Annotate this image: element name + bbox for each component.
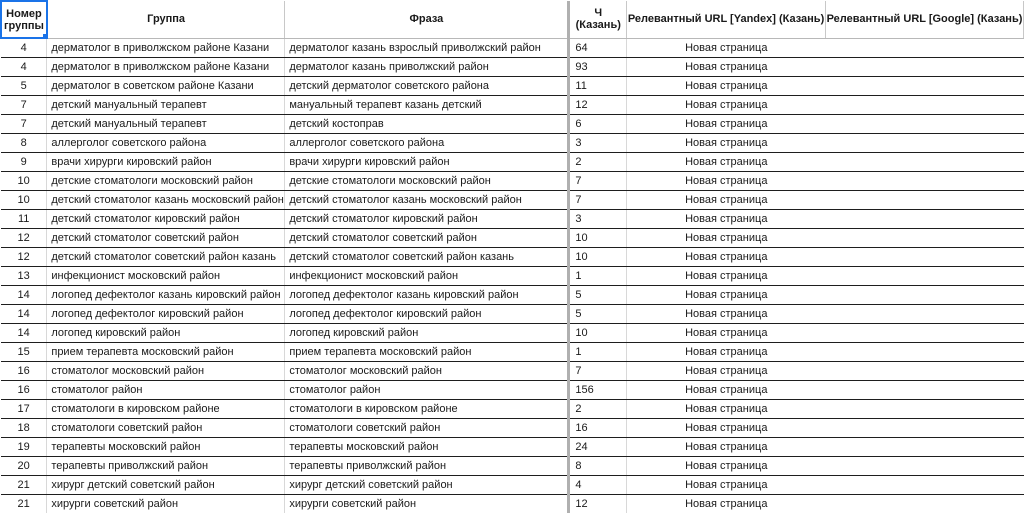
cell-frequency[interactable]: 10 — [569, 324, 627, 343]
cell-url-yandex[interactable]: Новая страница — [627, 77, 826, 96]
cell-url-google[interactable] — [826, 172, 1024, 191]
cell-phrase[interactable]: инфекционист московский район — [285, 267, 569, 286]
cell-frequency[interactable]: 2 — [569, 400, 627, 419]
table-row — [1, 229, 1024, 248]
cell-phrase[interactable]: мануальный терапевт казань детский — [285, 96, 569, 115]
table-row — [1, 457, 1024, 476]
cell-phrase[interactable]: детские стоматологи московский район — [285, 172, 569, 191]
cell-group[interactable]: терапевты приволжский район — [47, 457, 285, 476]
cell-group-number[interactable]: 14 — [1, 286, 47, 305]
table-row — [1, 115, 1024, 134]
cell-group-number[interactable]: 10 — [1, 191, 47, 210]
cell-group[interactable]: стоматолог район — [47, 381, 285, 400]
table-row — [1, 267, 1024, 286]
cell-group[interactable]: прием терапевта московский район — [47, 343, 285, 362]
cell-frequency[interactable]: 1 — [569, 343, 627, 362]
cell-group[interactable]: инфекционист московский район — [47, 267, 285, 286]
cell-url-google[interactable] — [826, 115, 1024, 134]
header-group-number[interactable] — [1, 1, 47, 38]
cell-url-yandex[interactable]: Новая страница — [627, 229, 826, 248]
cell-group[interactable]: детский стоматолог советский район казань — [47, 248, 285, 267]
cell-group-number[interactable]: 12 — [1, 248, 47, 267]
cell-frequency[interactable]: 4 — [569, 476, 627, 495]
cell-group[interactable]: детский стоматолог казань московский район — [47, 191, 285, 210]
cell-url-google[interactable] — [826, 362, 1024, 381]
cell-group-number[interactable]: 21 — [1, 476, 47, 495]
cell-phrase[interactable]: дерматолог казань приволжский район — [285, 58, 569, 77]
cell-group[interactable]: детский стоматолог кировский район — [47, 210, 285, 229]
cell-frequency[interactable]: 8 — [569, 457, 627, 476]
cell-group[interactable]: стоматологи советский район — [47, 419, 285, 438]
cell-url-google[interactable] — [826, 153, 1024, 172]
table-row — [1, 38, 1024, 58]
cell-group[interactable]: терапевты московский район — [47, 438, 285, 457]
cell-group[interactable]: логопед дефектолог кировский район — [47, 305, 285, 324]
cell-group[interactable]: дерматолог в приволжском районе Казани — [47, 38, 285, 58]
table-row — [1, 438, 1024, 457]
cell-url-google[interactable] — [826, 381, 1024, 400]
header-frequency-line1: Ч — [594, 7, 603, 20]
cell-url-yandex[interactable]: Новая страница — [627, 476, 826, 495]
cell-url-google[interactable] — [826, 419, 1024, 438]
cell-phrase[interactable]: логопед дефектолог казань кировский район — [285, 286, 569, 305]
table-row — [1, 495, 1024, 514]
header-url-google[interactable]: Релевантный URL [Google] (Казань) — [826, 1, 1024, 38]
cell-url-google[interactable] — [826, 457, 1024, 476]
header-row — [1, 1, 1024, 38]
cell-url-google[interactable] — [826, 96, 1024, 115]
cell-url-google[interactable] — [826, 248, 1024, 267]
cell-phrase[interactable]: дерматолог казань взрослый приволжский район — [285, 38, 569, 58]
cell-url-yandex[interactable]: Новая страница — [627, 438, 826, 457]
cell-group-number[interactable]: 17 — [1, 400, 47, 419]
cell-url-yandex[interactable]: Новая страница — [627, 381, 826, 400]
cell-phrase[interactable]: хирурги советский район — [285, 495, 569, 514]
cell-group-number[interactable]: 7 — [1, 115, 47, 134]
cell-frequency[interactable]: 6 — [569, 115, 627, 134]
cell-frequency[interactable]: 16 — [569, 419, 627, 438]
cell-url-google[interactable] — [826, 210, 1024, 229]
cell-url-yandex[interactable]: Новая страница — [627, 324, 826, 343]
cell-phrase[interactable]: детский стоматолог советский район — [285, 229, 569, 248]
cell-group-number[interactable]: 12 — [1, 229, 47, 248]
cell-group-number[interactable]: 14 — [1, 324, 47, 343]
table-row — [1, 324, 1024, 343]
cell-url-google[interactable] — [826, 305, 1024, 324]
header-url-yandex[interactable]: Релевантный URL [Yandex] (Казань) — [627, 1, 826, 38]
cell-phrase[interactable]: стоматологи в кировском районе — [285, 400, 569, 419]
cell-frequency[interactable]: 7 — [569, 362, 627, 381]
cell-url-yandex[interactable]: Новая страница — [627, 457, 826, 476]
cell-phrase[interactable]: аллерголог советского района — [285, 134, 569, 153]
cell-group-number[interactable]: 11 — [1, 210, 47, 229]
header-group-number-line2: группы — [3, 19, 44, 32]
cell-frequency[interactable]: 12 — [569, 96, 627, 115]
cell-group-number[interactable]: 21 — [1, 495, 47, 514]
cell-group-number[interactable]: 9 — [1, 153, 47, 172]
cell-url-google[interactable] — [826, 476, 1024, 495]
table-row — [1, 248, 1024, 267]
cell-phrase[interactable]: детский дерматолог советского района — [285, 77, 569, 96]
table-row — [1, 343, 1024, 362]
cell-frequency[interactable]: 10 — [569, 229, 627, 248]
table-row — [1, 476, 1024, 495]
cell-phrase[interactable]: врачи хирурги кировский район — [285, 153, 569, 172]
cell-phrase[interactable]: прием терапевта московский район — [285, 343, 569, 362]
cell-group-number[interactable]: 16 — [1, 362, 47, 381]
cell-url-google[interactable] — [826, 191, 1024, 210]
cell-group[interactable]: детский стоматолог советский район — [47, 229, 285, 248]
table-row — [1, 400, 1024, 419]
cell-group-number[interactable]: 4 — [1, 58, 47, 77]
cell-url-yandex[interactable]: Новая страница — [627, 134, 826, 153]
cell-url-yandex[interactable]: Новая страница — [627, 38, 826, 58]
cell-url-yandex[interactable]: Новая страница — [627, 362, 826, 381]
cell-url-yandex[interactable]: Новая страница — [627, 343, 826, 362]
cell-url-google[interactable] — [826, 58, 1024, 77]
cell-group-number[interactable]: 10 — [1, 172, 47, 191]
cell-url-yandex[interactable]: Новая страница — [627, 210, 826, 229]
cell-group[interactable]: аллерголог советского района — [47, 134, 285, 153]
cell-url-google[interactable] — [826, 324, 1024, 343]
table-row — [1, 210, 1024, 229]
cell-phrase[interactable]: детский стоматолог кировский район — [285, 210, 569, 229]
cell-url-google[interactable] — [826, 267, 1024, 286]
cell-group-number[interactable]: 4 — [1, 38, 47, 58]
cell-url-yandex[interactable]: Новая страница — [627, 172, 826, 191]
cell-group[interactable]: хирурги советский район — [47, 495, 285, 514]
cell-group[interactable]: логопед кировский район — [47, 324, 285, 343]
cell-group[interactable]: дерматолог в советском районе Казани — [47, 77, 285, 96]
cell-group-number[interactable]: 15 — [1, 343, 47, 362]
cell-frequency[interactable]: 7 — [569, 191, 627, 210]
cell-group-number[interactable]: 16 — [1, 381, 47, 400]
cell-frequency[interactable]: 1 — [569, 267, 627, 286]
cell-frequency[interactable]: 5 — [569, 286, 627, 305]
cell-frequency[interactable]: 11 — [569, 77, 627, 96]
cell-frequency[interactable]: 2 — [569, 153, 627, 172]
cell-group[interactable]: хирург детский советский район — [47, 476, 285, 495]
cell-phrase[interactable]: логопед кировский район — [285, 324, 569, 343]
cell-url-yandex[interactable]: Новая страница — [627, 305, 826, 324]
cell-url-yandex[interactable]: Новая страница — [627, 191, 826, 210]
cell-group-number[interactable]: 14 — [1, 305, 47, 324]
cell-frequency[interactable]: 24 — [569, 438, 627, 457]
cell-frequency[interactable]: 3 — [569, 210, 627, 229]
header-group[interactable]: Группа — [47, 1, 285, 38]
cell-frequency[interactable]: 5 — [569, 305, 627, 324]
cell-group-number[interactable]: 5 — [1, 77, 47, 96]
cell-phrase[interactable]: логопед дефектолог кировский район — [285, 305, 569, 324]
cell-phrase[interactable]: стоматолог район — [285, 381, 569, 400]
cell-url-google[interactable] — [826, 495, 1024, 514]
table-row — [1, 77, 1024, 96]
cell-group[interactable]: дерматолог в приволжском районе Казани — [47, 58, 285, 77]
header-frequency[interactable] — [569, 1, 627, 38]
table-row — [1, 58, 1024, 77]
cell-url-google[interactable] — [826, 286, 1024, 305]
cell-url-google[interactable] — [826, 400, 1024, 419]
cell-url-google[interactable] — [826, 134, 1024, 153]
cell-url-yandex[interactable]: Новая страница — [627, 248, 826, 267]
cell-group[interactable]: детский мануальный терапевт — [47, 96, 285, 115]
cell-group[interactable]: детские стоматологи московский район — [47, 172, 285, 191]
cell-group[interactable]: стоматолог московский район — [47, 362, 285, 381]
table-row — [1, 153, 1024, 172]
cell-phrase[interactable]: детский костоправ — [285, 115, 569, 134]
selection-fill-handle[interactable] — [42, 33, 47, 38]
table-row — [1, 362, 1024, 381]
cell-phrase[interactable]: детский стоматолог советский район казань — [285, 248, 569, 267]
cell-frequency[interactable]: 7 — [569, 172, 627, 191]
cell-group-number[interactable]: 20 — [1, 457, 47, 476]
cell-frequency[interactable]: 12 — [569, 495, 627, 514]
cell-url-yandex[interactable]: Новая страница — [685, 498, 768, 510]
cell-group[interactable]: стоматологи в кировском районе — [47, 400, 285, 419]
table-row — [1, 305, 1024, 324]
header-phrase[interactable]: Фраза — [285, 1, 569, 38]
cell-group[interactable]: врачи хирурги кировский район — [47, 153, 285, 172]
cell-phrase[interactable]: стоматологи советский район — [285, 419, 569, 438]
table-row — [1, 286, 1024, 305]
cell-url-google[interactable] — [826, 229, 1024, 248]
cell-url-yandex[interactable]: Новая страница — [627, 153, 826, 172]
cell-phrase[interactable]: детский стоматолог казань московский район — [285, 191, 569, 210]
cell-frequency[interactable]: 156 — [569, 381, 627, 400]
table-row — [1, 172, 1024, 191]
cell-group-number[interactable]: 18 — [1, 419, 47, 438]
table-row — [1, 191, 1024, 210]
cell-url-yandex[interactable]: Новая страница — [627, 115, 826, 134]
cell-group-number[interactable]: 7 — [1, 96, 47, 115]
cell-url-yandex[interactable]: Новая страница — [627, 96, 826, 115]
cell-url-yandex[interactable]: Новая страница — [627, 286, 826, 305]
cell-url-google[interactable] — [826, 77, 1024, 96]
table-row — [1, 96, 1024, 115]
table-row — [1, 419, 1024, 438]
cell-url-google[interactable] — [826, 438, 1024, 457]
cell-frequency[interactable]: 93 — [569, 58, 627, 77]
table-row — [1, 381, 1024, 400]
cell-url-google[interactable] — [826, 38, 1024, 58]
cell-phrase[interactable]: терапевты московский район — [285, 438, 569, 457]
cell-group[interactable]: детский мануальный терапевт — [47, 115, 285, 134]
header-group-number-line1: Номер — [6, 7, 42, 20]
cell-url-yandex[interactable]: Новая страница — [627, 419, 826, 438]
cell-frequency[interactable]: 10 — [569, 248, 627, 267]
cell-group-number[interactable]: 8 — [1, 134, 47, 153]
cell-phrase[interactable]: терапевты приволжский район — [285, 457, 569, 476]
cell-frequency[interactable]: 64 — [569, 38, 627, 58]
cell-phrase[interactable]: стоматолог московский район — [285, 362, 569, 381]
cell-group-number[interactable]: 13 — [1, 267, 47, 286]
cell-url-google[interactable] — [826, 343, 1024, 362]
header-frequency-line2: (Казань) — [575, 19, 621, 32]
cell-frequency[interactable]: 3 — [569, 134, 627, 153]
cell-url-yandex[interactable]: Новая страница — [627, 267, 826, 286]
cell-group[interactable]: логопед дефектолог казань кировский район — [47, 286, 285, 305]
cell-url-yandex[interactable]: Новая страница — [627, 400, 826, 419]
cell-phrase[interactable]: хирург детский советский район — [285, 476, 569, 495]
cell-url-yandex[interactable]: Новая страница — [627, 58, 826, 77]
cell-group-number[interactable]: 19 — [1, 438, 47, 457]
table-row — [1, 134, 1024, 153]
